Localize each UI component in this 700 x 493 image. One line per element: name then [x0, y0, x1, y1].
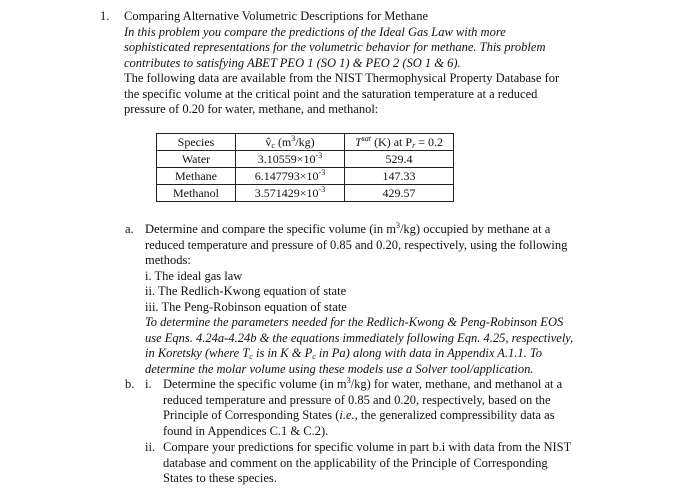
- vc-cell: [236, 168, 345, 185]
- reduced-subscript: r: [412, 141, 416, 150]
- part-b-i-line: [163, 408, 683, 424]
- method-label: i.: [145, 268, 152, 283]
- units-end: /kg): [295, 135, 315, 149]
- ie-abbrev: i.e.: [339, 408, 355, 422]
- tsat-cell: 529.4: [345, 151, 454, 168]
- intro-plain-line: The following data are available from the NIST Thermophysical Property Database for: [124, 71, 560, 85]
- part-b-text: /kg) for water, methane, and methanol at a: [350, 377, 563, 391]
- vc-cell: [236, 185, 345, 202]
- t-symbol: T: [355, 135, 362, 149]
- critical-subscript: c: [249, 352, 253, 361]
- problem-number: 1.: [100, 9, 110, 23]
- note-text: in Koretsky (where T: [145, 346, 250, 360]
- part-b-i-line: reduced temperature and pressure of 0.85 and 0.20, respectively, based on the: [163, 392, 551, 407]
- part-b-ii-line: Compare your predictions for specific volume in part b.i with data from the NIST: [163, 440, 572, 454]
- table-row: [157, 151, 454, 168]
- part-a-text: /kg) occupied by methane at a: [399, 222, 551, 236]
- species-cell: Water: [157, 151, 236, 168]
- tsat-end: = 0.2: [415, 135, 443, 149]
- italic-note-line: To determine the parameters needed for the Redlich-Kwong & Peng-Robinson EOS: [145, 315, 564, 329]
- part-b-i-line: found in Appendices C.1 & C.2).: [163, 423, 329, 438]
- intro-plain-line: pressure of 0.20 for water, methane, and methanol:: [124, 102, 379, 116]
- critical-subscript: c: [271, 141, 275, 150]
- part-a-line: [145, 222, 685, 238]
- species-cell: Methanol: [157, 185, 236, 202]
- vc-exponent: -3: [315, 151, 323, 160]
- vc-cell: [236, 151, 345, 168]
- vc-exponent: -3: [318, 185, 326, 194]
- part-b-ii-line: States to these species.: [163, 471, 277, 485]
- note-text: is in K & P: [252, 346, 313, 360]
- part-b-ii-label: ii.: [145, 440, 156, 454]
- header-saturation-temperature: [345, 134, 454, 151]
- part-a-text: Determine and compare the specific volume (in m: [145, 222, 396, 236]
- vc-exponent: -3: [318, 168, 326, 177]
- part-a-label: a.: [125, 222, 134, 236]
- part-a-body: [145, 222, 685, 377]
- part-a-line: methods:: [145, 253, 191, 267]
- sat-superscript: sat: [361, 134, 372, 143]
- method-item: [145, 269, 685, 285]
- tsat-middle: (K) at P: [371, 135, 413, 149]
- italic-note-line: use Eqns. 4.24a-4.24b & the equations immediately following Eqn. 4.25, respectively,: [145, 330, 574, 345]
- method-text: The Peng-Robinson equation of state: [161, 299, 347, 314]
- vc-value: 3.10559×10: [257, 152, 316, 166]
- tsat-cell: 429.57: [345, 185, 454, 202]
- vc-value: 3.571429×10: [254, 186, 319, 200]
- v-hat-symbol: v̂: [265, 135, 272, 149]
- intro-italic-line: contributes to satisfying ABET PEO 1 (SO 1) & PEO 2 (SO 1 & 6).: [124, 55, 461, 70]
- table-row: [157, 185, 454, 202]
- table-header-row: [157, 134, 454, 151]
- method-item: [145, 284, 685, 300]
- method-item: [145, 300, 685, 316]
- problem-body: [124, 9, 624, 118]
- part-b-i-label: i.: [145, 377, 152, 391]
- method-label: iii.: [145, 299, 159, 314]
- italic-note-line: determine the molar volume using these models use a Solver tool/application.: [145, 361, 534, 376]
- method-text: The ideal gas law: [154, 268, 243, 283]
- italic-note-line: [145, 346, 685, 362]
- part-b-label: b.: [125, 377, 135, 391]
- header-species: Species: [157, 134, 236, 151]
- part-b-text: Principle of Corresponding States (: [163, 408, 340, 422]
- table-row: [157, 168, 454, 185]
- method-label: ii.: [145, 284, 156, 298]
- part-b-ii-body: [163, 440, 683, 487]
- critical-subscript: c: [312, 352, 316, 361]
- intro-italic-line: In this problem you compare the predictions of the Ideal Gas Law with more: [124, 24, 506, 39]
- part-b-i-body: [163, 377, 683, 439]
- units-superscript: 3: [291, 134, 296, 143]
- cubic-superscript: 3: [395, 221, 400, 230]
- species-cell: Methane: [157, 168, 236, 185]
- part-b-text: Determine the specific volume (in m: [163, 377, 347, 391]
- intro-italic-line: sophisticated representations for the volumetric behavior for methane. This problem: [124, 40, 546, 54]
- part-b-text: , the generalized compressibility data as: [354, 408, 555, 422]
- problem-title: Comparing Alternative Volumetric Descriptions for Methane: [124, 9, 428, 23]
- cubic-superscript: 3: [346, 376, 351, 385]
- method-text: The Redlich-Kwong equation of state: [157, 284, 347, 298]
- note-text: in Pa) along with data in Appendix A.1.1. To: [315, 346, 542, 360]
- units-start: (m: [274, 135, 292, 149]
- header-specific-volume: [236, 134, 345, 151]
- part-b-ii-line: database and comment on the applicability of the Principle of Corresponding: [163, 455, 548, 470]
- vc-value: 6.147793×10: [254, 169, 319, 183]
- intro-plain-line: the specific volume at the critical point and the saturation temperature at a reduced: [124, 86, 538, 101]
- nist-data-table: [156, 133, 454, 202]
- tsat-cell: 147.33: [345, 168, 454, 185]
- part-b-i-line: [163, 377, 683, 393]
- part-a-line: reduced temperature and pressure of 0.85 and 0.20, respectively, using the following: [145, 237, 568, 252]
